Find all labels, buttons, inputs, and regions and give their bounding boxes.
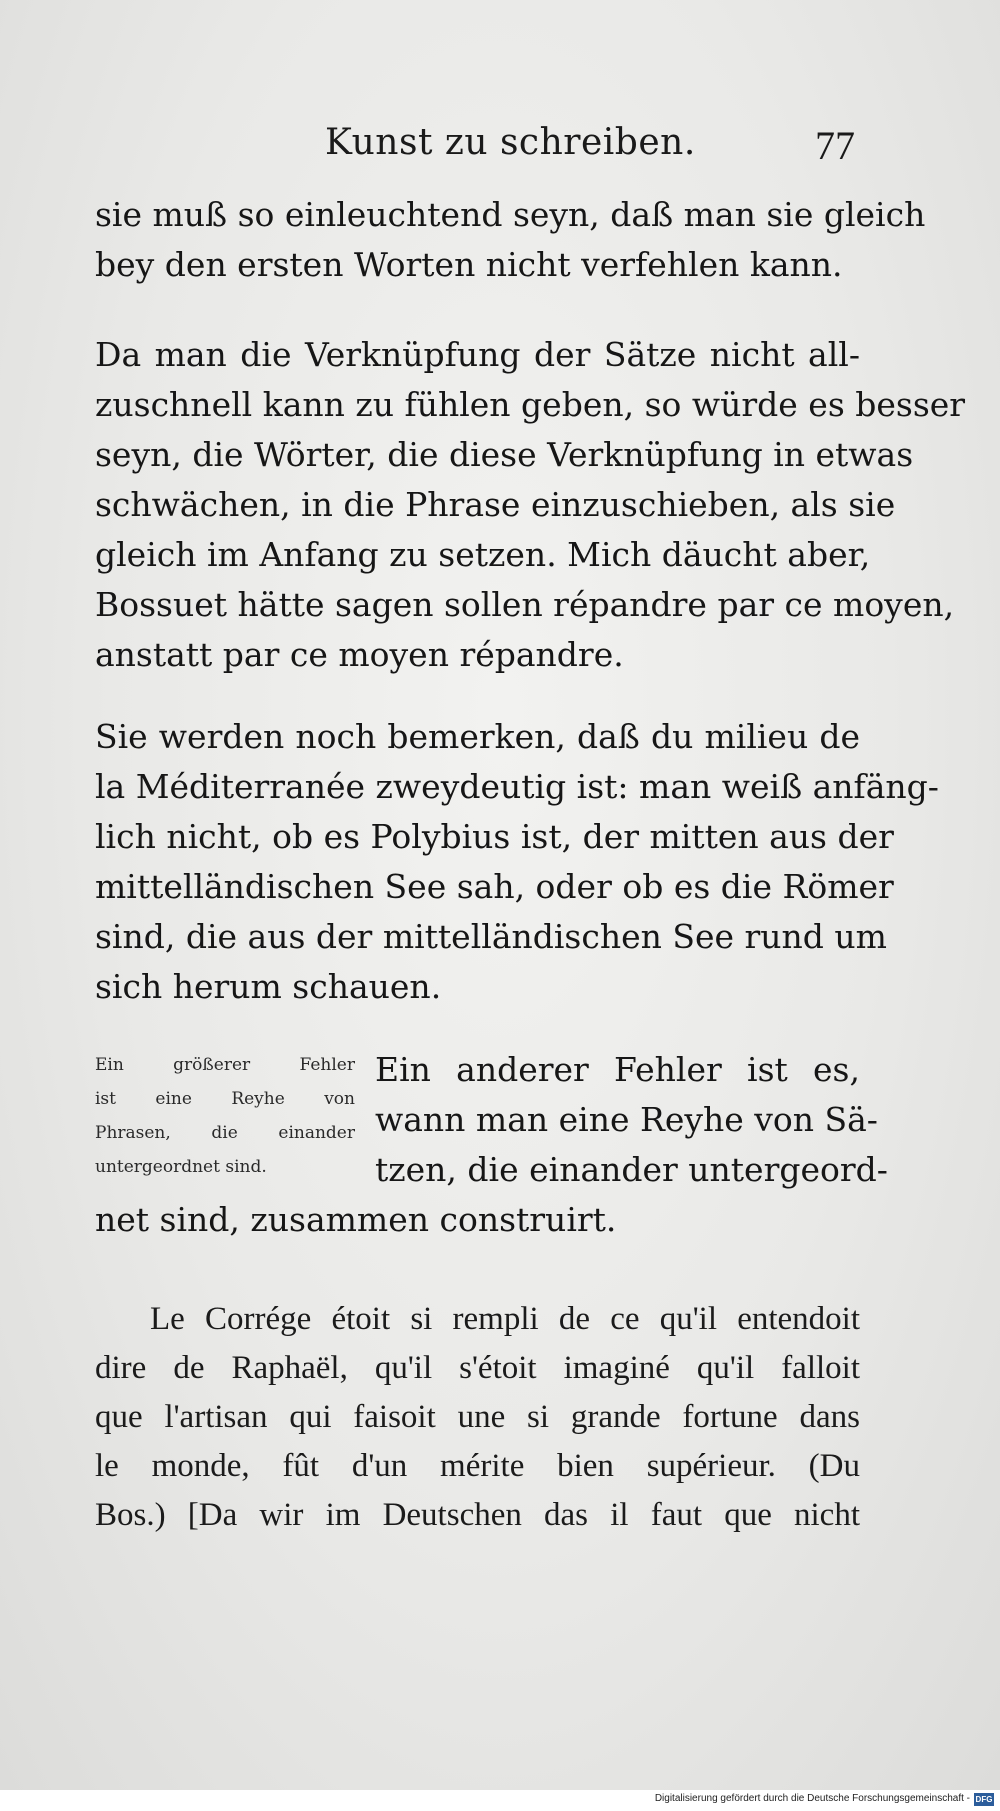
text-line: seyn, die Wörter, die diese Verknüpfung in etwas — [95, 435, 914, 474]
text-line: schwächen, in die Phrase einzuschieben, als sie — [95, 485, 896, 524]
text-line: lich nicht, ob es Polybius ist, der mitten aus der — [95, 817, 894, 856]
marginal-note — [95, 1048, 355, 1184]
paragraph-1 — [95, 190, 926, 290]
note-line: Ein größerer Fehler — [95, 1055, 355, 1075]
text-line: sind, die aus der mittelländischen See rund um — [95, 917, 887, 956]
text-line: tzen, die einander untergeord- — [375, 1150, 888, 1189]
text-line: Ein anderer Fehler ist es, — [375, 1050, 860, 1089]
funding-credit: Digitalisierung gefördert durch die Deutsche Forschungsgemeinschaft - — [654, 1793, 970, 1804]
paragraph-4 — [375, 1045, 888, 1195]
text-line: mittelländischen See sah, oder ob es die Römer — [95, 867, 894, 906]
paragraph-5 — [95, 1295, 860, 1540]
paragraph-4-continuation: net sind, zusammen construirt. — [95, 1200, 617, 1239]
text-line: gleich im Anfang zu setzen. Mich däucht aber, — [95, 535, 871, 574]
page-number: 77 — [815, 123, 855, 168]
text-line: Da man die Verknüpfung der Sätze nicht all- — [95, 335, 860, 374]
dfg-logo: DFG — [975, 1795, 993, 1804]
paragraph-2 — [95, 330, 966, 680]
note-line: untergeordnet sind. — [95, 1157, 267, 1177]
text-line: anstatt par ce moyen répandre. — [95, 635, 624, 674]
footer-bar — [0, 1790, 1000, 1811]
text-line: la Méditerranée zweydeutig ist: man weiß anfäng- — [95, 767, 939, 806]
text-line: sie muß so einleuchtend seyn, daß man sie gleich — [95, 195, 926, 234]
note-line: ist eine Reyhe von — [95, 1089, 355, 1109]
text-line: Bossuet hätte sagen sollen répandre par ce moyen, — [95, 585, 955, 624]
paragraph-3 — [95, 712, 939, 1012]
running-head: Kunst zu schreiben. — [325, 122, 696, 163]
text-line: Bos.) [Da wir im Deutschen das il faut que nicht — [95, 1497, 860, 1533]
text-line: dire de Raphaël, qu'il s'étoit imaginé qu'il falloit — [95, 1350, 860, 1386]
text-line: wann man eine Reyhe von Sä- — [375, 1100, 878, 1139]
note-line: Phrasen, die einander — [95, 1123, 355, 1143]
page-header — [95, 122, 855, 182]
text-line: Sie werden noch bemerken, daß du milieu de — [95, 717, 860, 756]
text-line: sich herum schauen. — [95, 967, 442, 1006]
text-line: bey den ersten Worten nicht verfehlen kann. — [95, 245, 843, 284]
text-line: Le Corrége étoit si rempli de ce qu'il entendoit — [150, 1301, 860, 1337]
text-line: zuschnell kann zu fühlen geben, so würde es besser — [95, 385, 966, 424]
text-line: le monde, fût d'un mérite bien supérieur. (Du — [95, 1448, 860, 1484]
text-line: que l'artisan qui faisoit une si grande fortune dans — [95, 1399, 860, 1435]
